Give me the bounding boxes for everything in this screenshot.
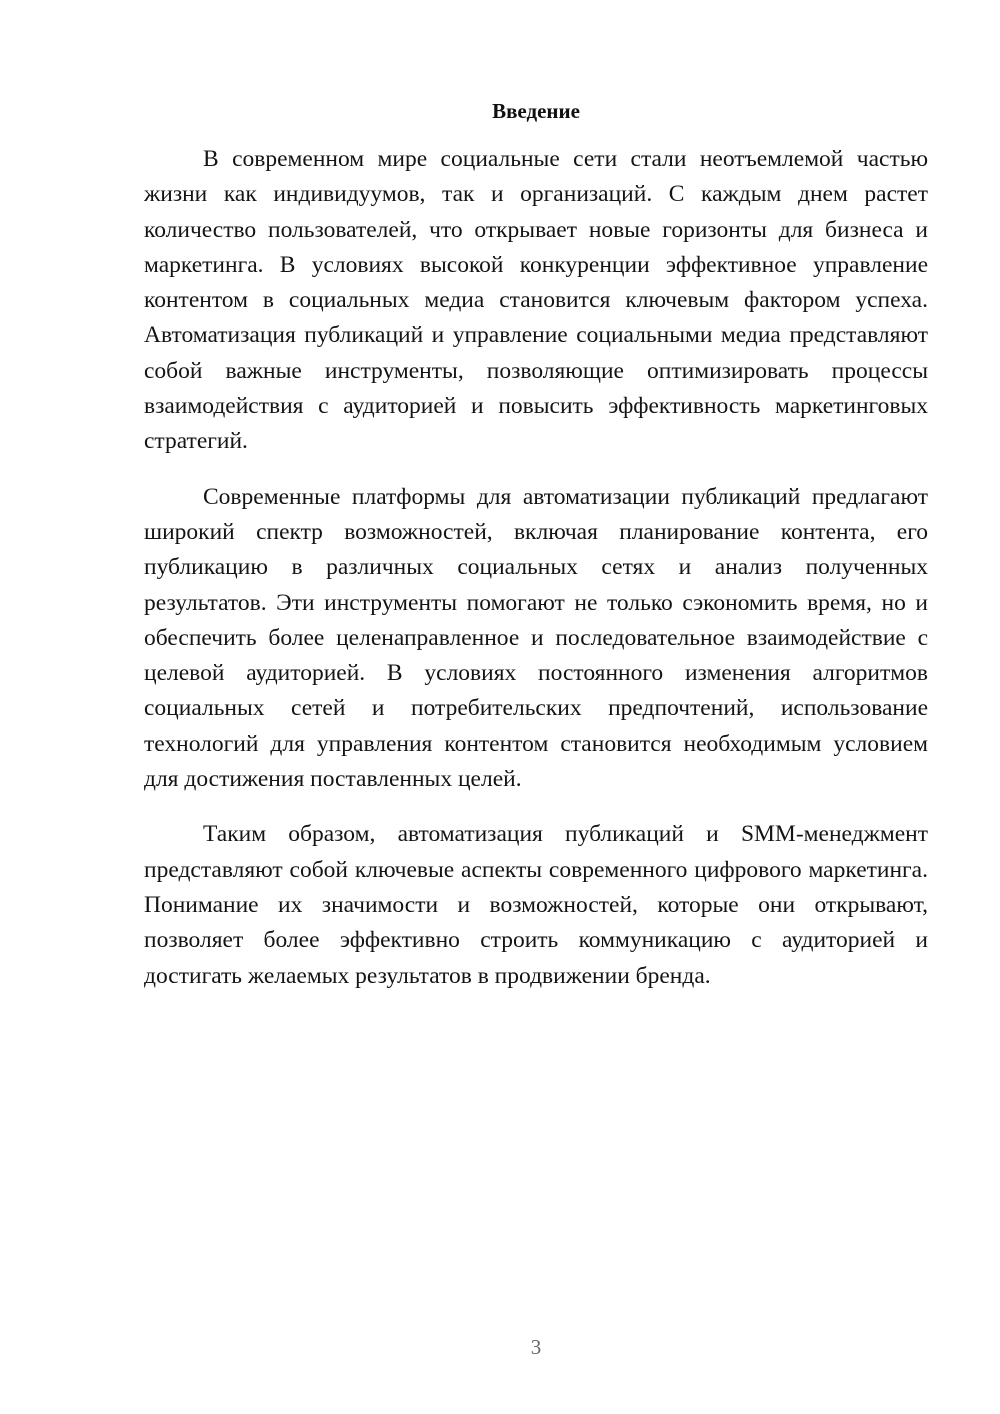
paragraph-3: Таким образом, автоматизация публикаций и SMM-менеджмент представляют собой ключевые аспекты современного цифрового маркетинга. Понимание их значимости и возможностей, которые они открывают, позволяет более эффективно строить коммуникацию с аудиторией и достигать желаемых результатов в продвижении бренда. bbox=[144, 821, 928, 989]
body-text bbox=[144, 142, 928, 1014]
paragraph-2: Современные платформы для автоматизации публикаций предлагают широкий спектр возможностей, включая планирование контента, его публикацию в различных социальных сетях и анализ полученных результатов. Эти инструменты помогают не только сэкономить время, но и обеспечить более целенаправленное и последовательное взаимодействие с целевой аудиторией. В условиях постоянного изменения алгоритмов социальных сетей и потребительских предпочтений, использование технологий для управления контентом становится необходимым условием для достижения поставленных целей. bbox=[144, 483, 928, 793]
section-title: Введение bbox=[492, 99, 580, 123]
page-number: 3 bbox=[530, 1335, 542, 1359]
paragraph-1: В современном мире социальные сети стали неотъемлемой частью жизни как индивидуумов, так и организаций. С каждым днем растет количество пользователей, что открывает новые горизонты для бизнеса и маркетинга. В условиях высокой конкуренции эффективное управление контентом в социальных медиа становится ключевым фактором успеха. Автоматизация публикаций и управление социальными медиа представляют собой важные инструменты, позволяющие оптимизировать процессы взаимодействия с аудиторией и повысить эффективность маркетинговых стратегий. bbox=[144, 146, 928, 455]
